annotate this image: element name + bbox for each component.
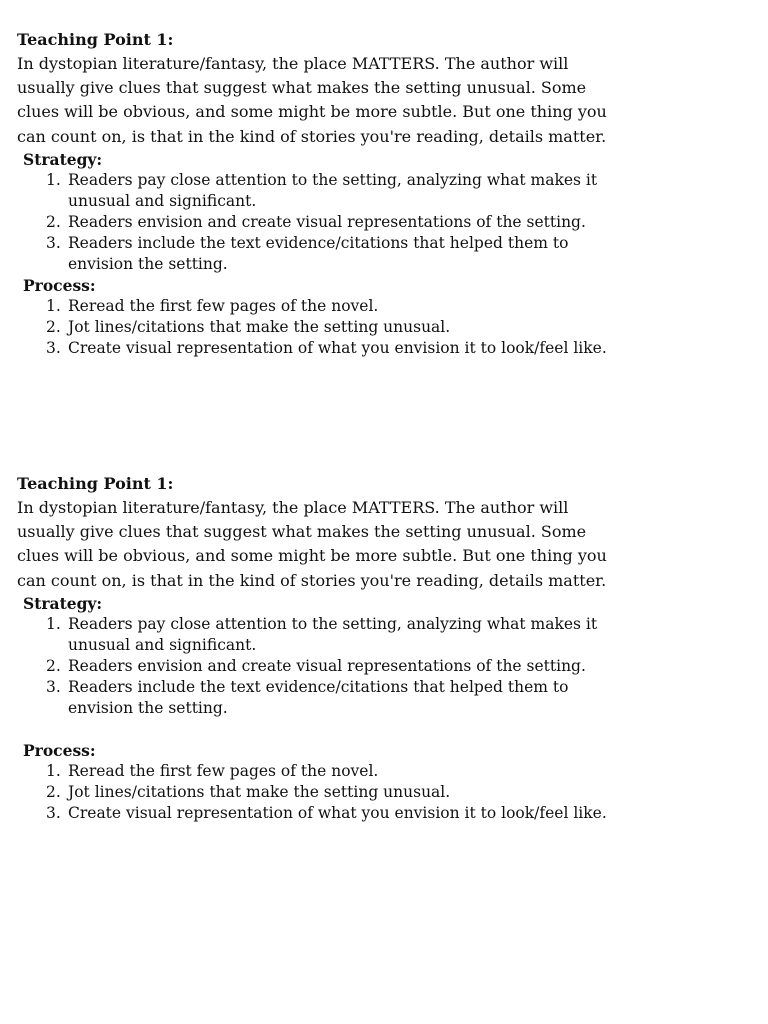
list-number: 1. xyxy=(46,614,61,633)
strategy-list xyxy=(17,170,717,275)
list-item-text: Readers envision and create visual representations of the setting. xyxy=(68,212,586,231)
list-item xyxy=(17,803,638,824)
list-item xyxy=(17,233,638,275)
list-number: 2. xyxy=(46,656,61,675)
list-item xyxy=(17,761,638,782)
list-item-text: Readers envision and create visual representations of the setting. xyxy=(68,656,586,675)
list-number: 1. xyxy=(46,170,61,189)
list-item-text: Reread the first few pages of the novel. xyxy=(68,296,379,315)
list-item-text: Readers pay close attention to the setting, analyzing what makes it unusual and significant. xyxy=(68,614,598,654)
list-number: 1. xyxy=(46,761,61,780)
list-item xyxy=(17,317,638,338)
process-list xyxy=(17,761,717,824)
list-item xyxy=(17,296,638,317)
process-heading: Process: xyxy=(23,275,96,295)
list-item-text: Readers include the text evidence/citations that helped them to envision the setting. xyxy=(68,233,569,273)
list-item-text: Readers pay close attention to the setting, analyzing what makes it unusual and significant. xyxy=(68,170,598,210)
strategy-heading: Strategy: xyxy=(23,149,103,169)
section-heading: Teaching Point 1: xyxy=(17,474,174,493)
list-item xyxy=(17,338,638,359)
list-number: 2. xyxy=(46,317,61,336)
process-heading: Process: xyxy=(23,740,96,760)
list-item-text: Jot lines/citations that make the setting unusual. xyxy=(68,782,451,801)
list-item-text: Readers include the text evidence/citations that helped them to envision the setting. xyxy=(68,677,569,717)
list-item xyxy=(17,212,638,233)
list-number: 3. xyxy=(46,233,61,252)
list-number: 3. xyxy=(46,338,61,357)
teaching-point-section-1 xyxy=(17,28,717,359)
intro-paragraph: In dystopian literature/fantasy, the place MATTERS. The author will usually give clues that suggest what makes the setting unusual. Some clues will be obvious, and some might be more subtle. But one thing you can count on, is that in the kind of stories you're reading, details matter. xyxy=(17,54,607,146)
list-item-text: Jot lines/citations that make the setting unusual. xyxy=(68,317,451,336)
list-item xyxy=(17,677,638,719)
list-item xyxy=(17,614,638,656)
list-number: 2. xyxy=(46,212,61,231)
list-number: 3. xyxy=(46,677,61,696)
list-item-text: Reread the first few pages of the novel. xyxy=(68,761,379,780)
list-item xyxy=(17,656,638,677)
intro-paragraph: In dystopian literature/fantasy, the place MATTERS. The author will usually give clues that suggest what makes the setting unusual. Some clues will be obvious, and some might be more subtle. But one thing you can count on, is that in the kind of stories you're reading, details matter. xyxy=(17,498,607,590)
process-list xyxy=(17,296,717,359)
list-item-text: Create visual representation of what you envision it to look/feel like. xyxy=(68,803,607,822)
strategy-list xyxy=(17,614,717,719)
list-item xyxy=(17,170,638,212)
strategy-heading: Strategy: xyxy=(23,593,103,613)
list-item xyxy=(17,782,638,803)
list-number: 3. xyxy=(46,803,61,822)
teaching-point-section-2 xyxy=(17,472,717,824)
section-heading: Teaching Point 1: xyxy=(17,30,174,49)
list-item-text: Create visual representation of what you envision it to look/feel like. xyxy=(68,338,607,357)
list-number: 1. xyxy=(46,296,61,315)
list-number: 2. xyxy=(46,782,61,801)
